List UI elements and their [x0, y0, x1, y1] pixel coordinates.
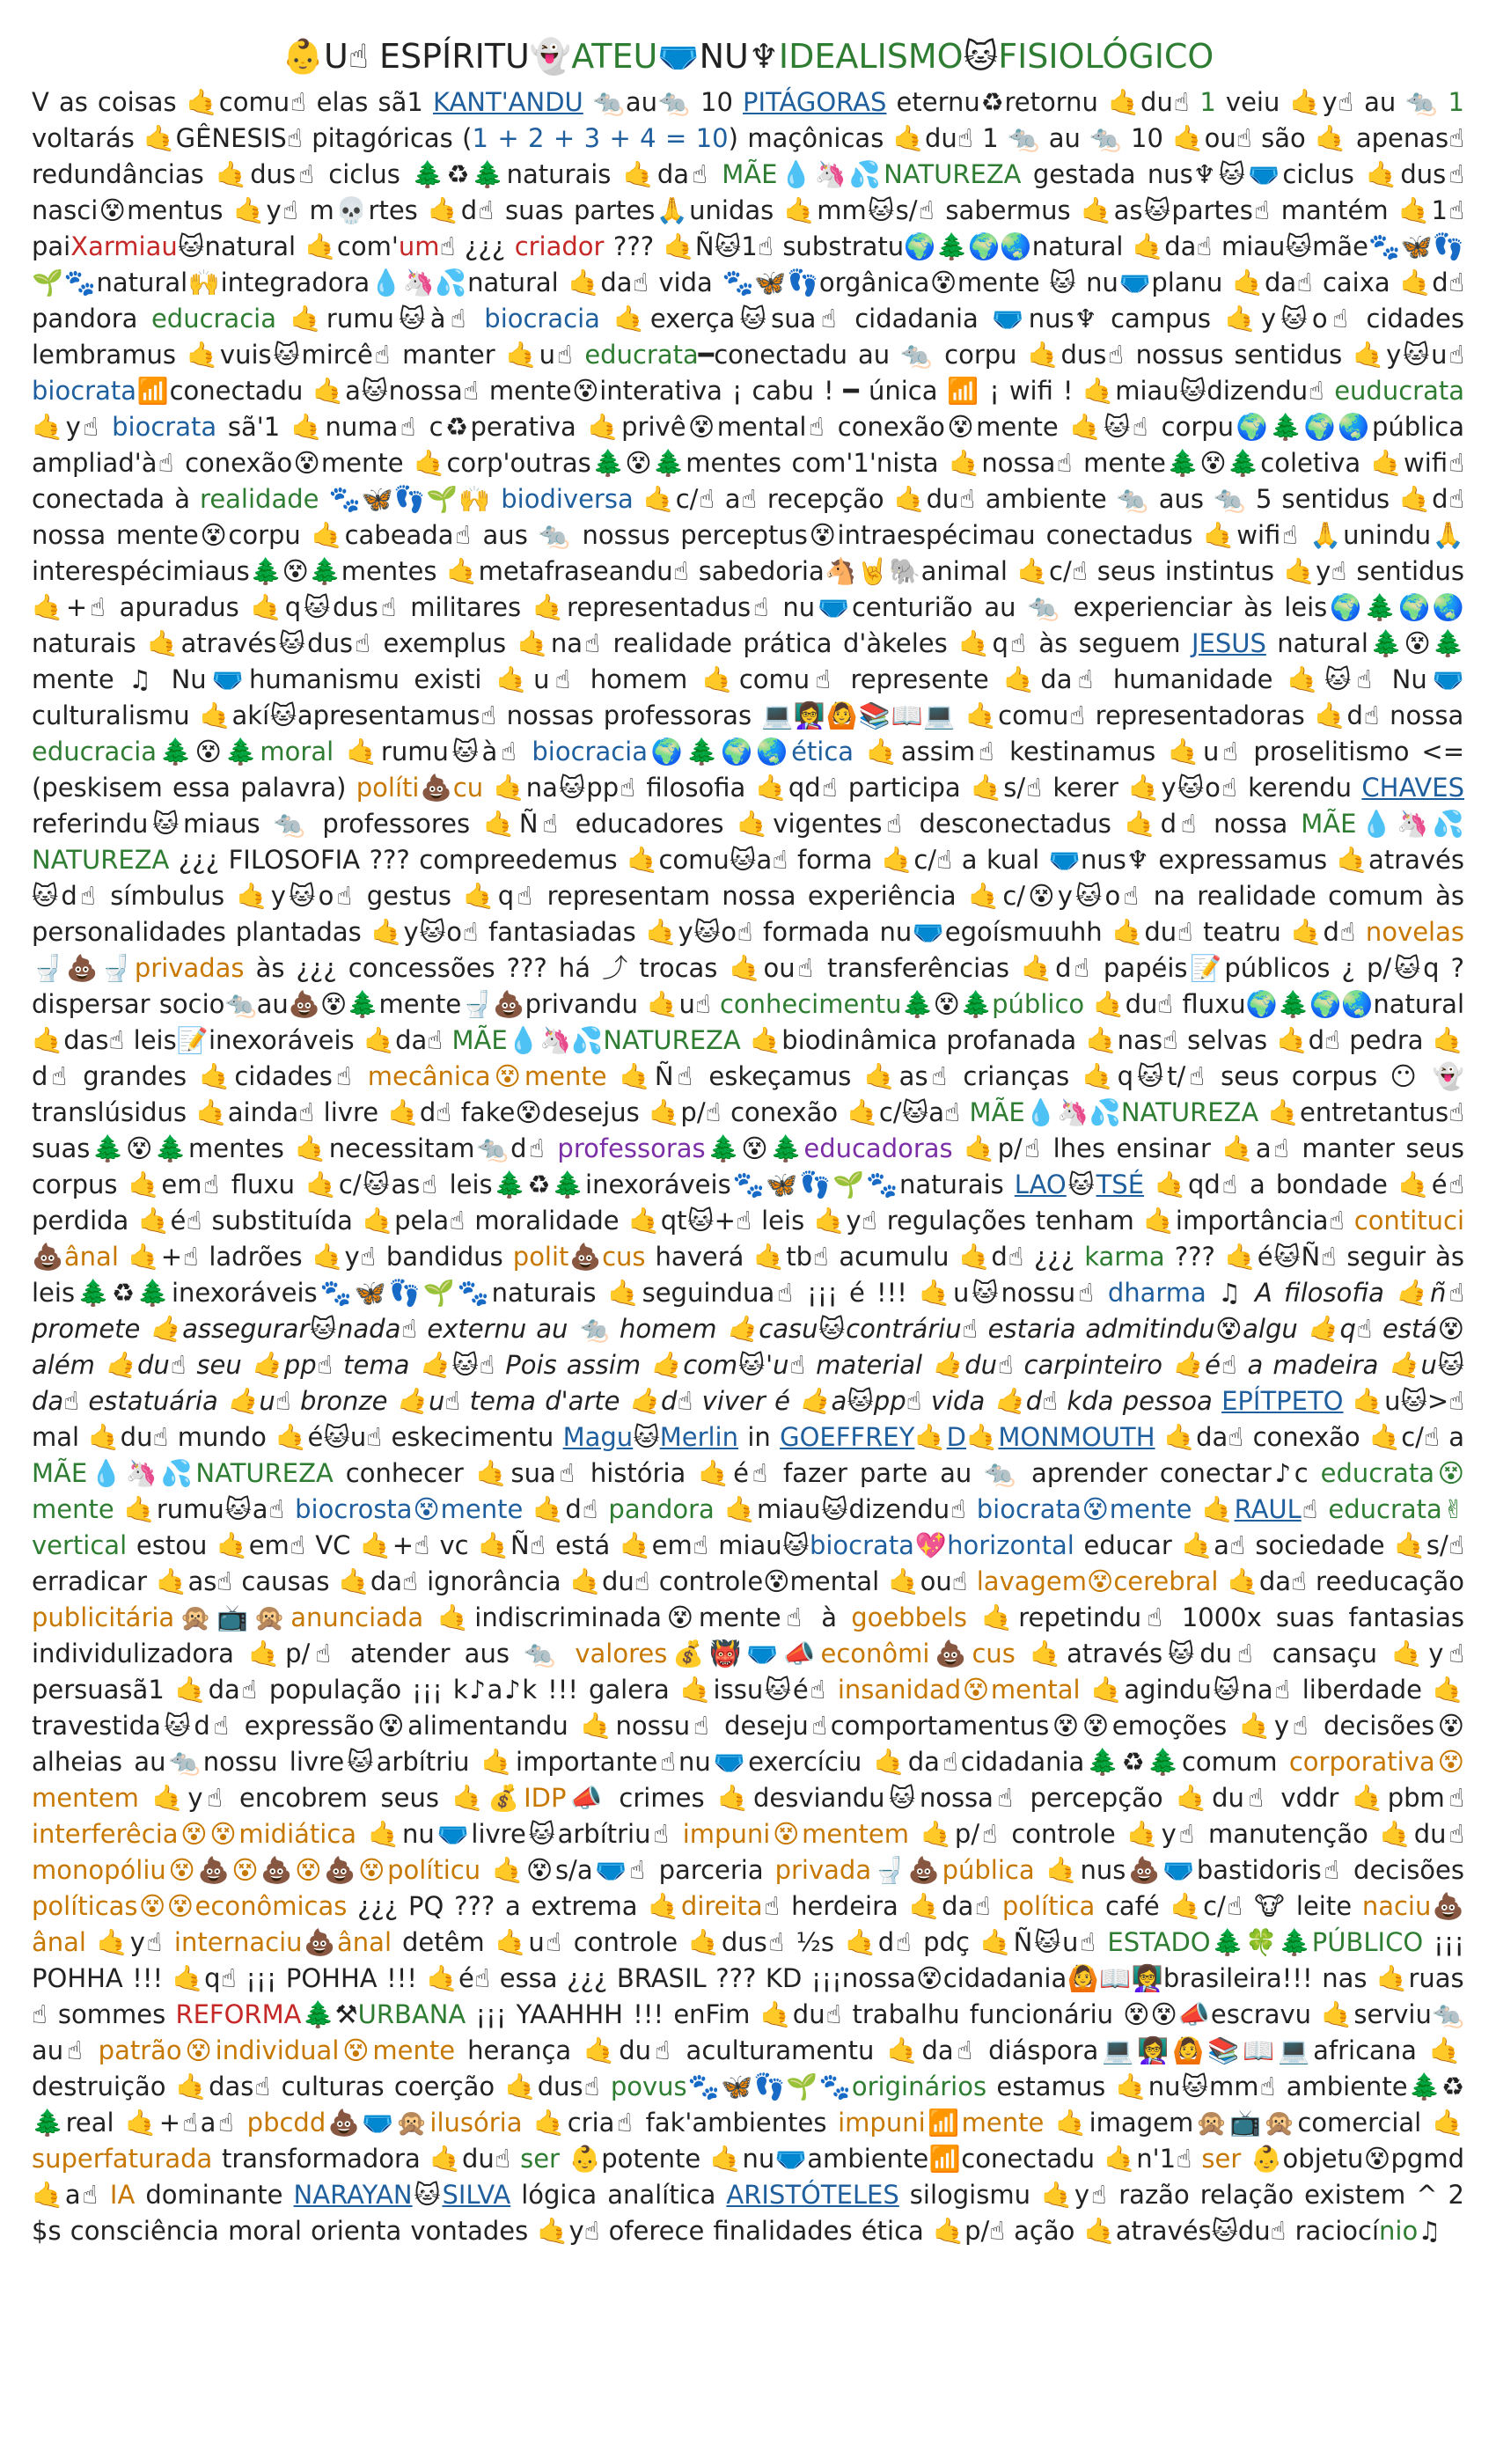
text-run: 🤙Ñ☝ eskeçamus 🤙as☝ crianças 🤙q🐱t/☝ seus corpus 😶 👻 translúsidus 🤙ainda☝ livre 🤙d☝ fake😵desejus 🤙p/☝ conexão 🤙c/🐱a☝: [32, 1061, 1465, 1127]
highlight-blue: biocrata: [32, 376, 136, 406]
text-run: detêm 🤙u☝ controle 🤙dus☝ ½s 🤙d☝ pdç 🤙Ñ🐱u☝: [392, 1927, 1108, 1957]
highlight-green: moral: [260, 737, 334, 766]
document-title: [32, 32, 1464, 81]
link-epitpeto[interactable]: EPÍTPETO: [1221, 1386, 1344, 1416]
highlight-green: 1: [1448, 87, 1464, 117]
text-run: 🤙p/☝ lhes ensinar 🤙a☝ manter seus corpus 🤙em☝ fluxu 🤙c/🐱as☝ leis🌲♻🌲inexoráveis🐾🦋👣🌱🐾naturais: [32, 1133, 1464, 1199]
link-merlin[interactable]: Merlin: [659, 1422, 738, 1452]
highlight-green: MÃE💧🦄💦NATUREZA: [969, 1097, 1259, 1127]
text-run: conhecer 🤙sua☝ história 🤙é☝ fazer parte au 🐀 aprender conectar♪c: [333, 1458, 1321, 1488]
text-run: estamus 🤙nu🐱mm☝ ambiente🌲♻🌲real 🤙+☝a☝: [32, 2072, 1464, 2138]
highlight-orange: interferêcia😵😵midiática: [32, 1819, 357, 1849]
text-run: ¿¿¿ PQ ??? a extrema 🤙: [347, 1891, 681, 1921]
text-run: 🐀au🐀 10: [583, 87, 744, 117]
highlight-orange: monopóliu😵💩😵💩😵💩😵políticu: [32, 1855, 481, 1885]
highlight-orange: lavagem😵cerebral: [976, 1566, 1219, 1596]
text-run: 🤙: [1192, 1494, 1235, 1524]
link-kant[interactable]: KANT'ANDU: [432, 87, 583, 117]
text-run: voltarás 🤙GÊNESIS☝ pitagóricas (: [32, 123, 473, 153]
text-run: herança 🤙du☝ aculturamentu 🤙da☝ diáspora💻👩‍🏫🙆📚📖💻africana 🤙destruição 🤙das☝ culturas coerção 🤙dus☝: [32, 2035, 1465, 2101]
text-run: 🤙nu🩲livre🐱arbítriu☝: [356, 1819, 683, 1849]
text-run: 🤙u🐱>☝ mal 🤙du☝ mundo 🤙é🐱u☝ eskecimentu: [32, 1386, 1464, 1452]
highlight-blue: biocrosta😵mente: [295, 1494, 524, 1524]
text-run: ??? 🤙é🐱Ñ☝ seguir às leis🌲♻🌲inexoráveis🐾🦋👣🌱🐾naturais 🤙seguindua☝ ¡¡¡ é !!! 🤙u🐱nossu☝: [32, 1242, 1464, 1308]
highlight-orange: direita: [680, 1891, 763, 1921]
text-run: ¿¿¿ FILOSOFIA ??? compreedemus 🤙comu🐱a☝ forma 🤙c/☝ a kual 🩲nus♆ expressamus 🤙através🐱d☝ símbulus 🤙y🐱o☝ gestus 🤙q☝ representam nossa experiência 🤙c/😵y🐱o☝ na realidade comum às personalidades plantadas 🤙y🐱o☝ fantasiadas 🤙y🐱o☝ formada nu🩲egoísmuuhh 🤙du☝ teatru 🤙d☝: [32, 845, 1464, 947]
text-run: 🐾🦋👣🌱🙌: [319, 484, 502, 514]
text-run: eternu♻retornu 🤙du☝: [886, 87, 1200, 117]
highlight-orange: impuni📶mente: [838, 2108, 1045, 2138]
highlight-orange: novelas🚽💩🚽privadas: [32, 917, 1464, 983]
highlight-orange: pbcdd💩🩲🙊ilusória: [246, 2108, 523, 2138]
title-part-1: 👶U☝ ESPÍRITU👻: [282, 37, 572, 76]
text-run: natural🌲😵🌲mente ♫ Nu🩲humanismu existi 🤙u☝ homem 🤙comu☝ represente 🤙da☝ humanidade 🤙🐱☝ Nu🩲culturalismu 🤙akí🐱apresentamus☝ nossas professoras 💻👩‍🏫🙆📚📖💻 🤙comu☝ representadoras 🤙d☝ nossa: [32, 628, 1464, 730]
text-run: ¡¡¡ POHHA !!! 🤙q☝ ¡¡¡ POHHA !!! 🤙é☝ essa ¿¿¿ BRASIL ??? KD ¡¡¡nossa😵cidadania🙆📖👩‍🏫brasileira!!! nas 🤙ruas☝ sommes: [32, 1927, 1464, 2029]
text-run: 🌲😵🌲: [901, 989, 993, 1019]
highlight-green: povus🐾🦋👣🌱🐾originários: [610, 2072, 987, 2101]
title-part-5: 🐱: [963, 37, 999, 76]
text-run: sã'1 🤙numa☝ c♻perativa 🤙privê😵mental☝ conexão😵mente 🤙🐱☝ corpu🌍🌲🌍🌏pública ampliad'à☝ conexão😵mente 🤙corp'outras🌲😵🌲mentes com'1'nista 🤙nossa☝ mente🌲😵🌲coletiva 🤙wifi☝ conectada à: [32, 412, 1464, 514]
highlight-orange: goebbels: [851, 1602, 968, 1632]
text-run: 🤙exerça🐱sua☝ cidadania 🩲nus♆ campus 🤙y🐱o☝ cidades lembramus 🤙vuis🐱mircê☝ manter 🤙u☝: [32, 304, 1465, 370]
highlight-green: educracia: [150, 304, 276, 334]
highlight-purple: educadoras: [803, 1133, 953, 1163]
music-note-icon: ♫: [1418, 2216, 1441, 2246]
text-run: crimes 🤙desviandu🐱nossa☝ percepção 🤙du☝ vddr 🤙pbm☝: [605, 1783, 1465, 1813]
highlight-orange: IDP📣: [524, 1783, 606, 1813]
text-run: 🤙rumu🐱à☝: [334, 737, 532, 766]
text-run: café 🤙c/☝ 🐮 leite: [1095, 1891, 1362, 1921]
text-run: ♫: [1206, 1278, 1256, 1308]
text-run: haverá 🤙tb☝ acumulu 🤙d☝ ¿¿¿: [645, 1242, 1085, 1272]
highlight-blue: 1 + 2 + 3 + 4 = 10: [472, 123, 729, 153]
highlight-red: criador: [514, 231, 605, 261]
title-part-3: 🩲NU♆: [657, 37, 779, 76]
link-monmouth[interactable]: MONMOUTH: [998, 1422, 1155, 1452]
text-run: 🤙imagem🙊📺🙊comercial 🤙: [1044, 2108, 1465, 2138]
text-run: 📶conectadu 🤙a🐱nossa☝ mente😵interativa ¡ cabu ! ━ única 📶 ¡ wifi ! 🤙miau🐱dizendu☝: [136, 376, 1335, 406]
body-paragraph: [32, 84, 1464, 2249]
highlight-green: nio: [1379, 2216, 1419, 2246]
highlight-red: REFORMA: [175, 1999, 302, 2029]
highlight-orange: impuni😵mentem: [682, 1819, 910, 1849]
text-run: ¡¡¡ YAAHHH !!! enFim 🤙du☝ trabalhu funcionáriu 😵😵📣escravu 🤙serviu🐀au☝: [32, 1999, 1464, 2065]
highlight-green: educracia: [32, 737, 158, 766]
link-pitagoras[interactable]: PITÁGORAS: [743, 87, 887, 117]
text-run: 🤙😵s/a🩲☝ parceria: [480, 1855, 775, 1885]
highlight-green: MÃE💧🦄💦NATUREZA: [32, 1458, 334, 1488]
highlight-blue: biodiversa: [501, 484, 634, 514]
text-run: 🤙cria☝ fak'ambientes: [522, 2108, 839, 2138]
text-run: V as coisas 🤙comu☝ elas sã1: [32, 87, 433, 117]
italic-quote: A filosofia 🤙ñ☝ promete 🤙assegurar🐱nada☝ externu au 🐀 homem 🤙casu🐱contráriu☝ estaria admitindu😵algu 🤙q☝ está😵além 🤙du☝ seu 🤙pp☝ tema 🤙🐱☝ Pois assim 🤙com🐱'u☝ material 🤙du☝ carpinteiro 🤙é☝ a madeira 🤙u🐱da☝ estatuária 🤙u☝ bronze 🤙u☝ tema d'arte 🤙d☝ viver é 🤙a🐱pp☝ vida 🤙d☝ kda pessoa: [32, 1278, 1465, 1416]
highlight-blue: biocracia: [532, 737, 648, 766]
text-run: veiu 🤙y☝ au 🐀: [1215, 87, 1448, 117]
highlight-green: 1: [1199, 87, 1216, 117]
highlight-orange: políti💩cu: [356, 773, 484, 803]
text-run: 🤙du☝ fluxu🌍🌲🌍🌏natural 🤙das☝ leis📝inexoráveis 🤙da☝: [32, 989, 1464, 1055]
highlight-green: pandora: [608, 1494, 715, 1524]
highlight-orange: patrão😵individual😵mente: [98, 2035, 456, 2065]
text-run: ━conectadu au 🐀 corpu 🤙dus☝ nossus sentidus 🤙y🐱u☝: [698, 340, 1464, 370]
highlight-orange: mecânica😵mente: [367, 1061, 607, 1091]
link-tse[interactable]: TSÉ: [1096, 1170, 1145, 1199]
text-run: 👶potente 🤙nu🩲ambiente📶conectadu 🤙n'1☝: [559, 2144, 1202, 2174]
highlight-orange: superfaturada: [32, 2144, 213, 2174]
highlight-orange: naciu💩ânal: [32, 1891, 1464, 1957]
link-goeffrey[interactable]: GOEFFREY: [780, 1422, 915, 1452]
text-run: lógica analítica: [510, 2180, 727, 2210]
highlight-orange: ser: [1201, 2144, 1242, 2174]
text-run: 🌍🌲🌍🌏: [648, 737, 792, 766]
highlight-green: conhecimentu: [719, 989, 902, 1019]
highlight-green: ESTADO🌲🍀🌲PÚBLICO: [1107, 1927, 1424, 1957]
highlight-orange: insanidad😵mental: [837, 1675, 1081, 1705]
link-lao[interactable]: LAO: [1014, 1170, 1067, 1199]
text-run: 🌲😵🌲: [157, 737, 260, 766]
text-run: 🤙rumu🐱à☝: [275, 304, 485, 334]
text-run: estou 🤙em☝ VC 🤙+☝ vc 🤙Ñ☝ está 🤙em☝ miau🐱: [127, 1530, 810, 1560]
text-run: 🤙qd☝ a bondade 🤙é☝ perdida 🤙é☝ substituída 🤙pela☝ moralidade 🤙qt🐱+☝ leis 🤙y☝ regulações tenham 🤙importância☝: [32, 1170, 1465, 1236]
link-jesus[interactable]: JESUS: [1191, 628, 1266, 658]
text-run: 🤙y☝ encobrem seus 🤙💰: [138, 1783, 524, 1813]
highlight-orange: política: [1001, 1891, 1096, 1921]
highlight-green: MÃE💧🦄💦NATUREZA: [722, 159, 1022, 189]
link-silva[interactable]: SILVA: [442, 2180, 511, 2210]
text-run: 🤙através🐱du☝ cansaçu 🤙y☝ persuasã1 🤙da☝ população ¡¡¡ k♪a♪k !!! galera 🤙issu🐱é☝: [32, 1639, 1464, 1705]
link-raul[interactable]: RAUL: [1234, 1494, 1302, 1524]
text-run: ) maçônicas 🤙du☝ 1 🐀 au 🐀 10 🤙ou☝ são 🤙 apenas☝ redundâncias 🤙dus☝ ciclus 🌲♻🌲naturais 🤙da☝: [32, 123, 1465, 189]
highlight-green: karma: [1084, 1242, 1165, 1272]
highlight-green: MÃE💧🦄💦NATUREZA: [32, 809, 1465, 875]
text-run: 🤙miau🐱dizendu☝: [714, 1494, 977, 1524]
text-run: dominante: [135, 2180, 294, 2210]
text-run: 🐱: [633, 1422, 660, 1452]
highlight-green: educrata✌vertical: [32, 1494, 1465, 1560]
text-run: 🤙c/☝ a☝ recepção 🤙du☝ ambiente 🐀 aus 🐀 5 sentidus 🤙d☝ nossa mente😵corpu 🤙cabeada☝ aus 🐀 nossus perceptus😵intraespécimau conectadus 🤙wifi☝ 🙏unindu🙏 interespécimiaus🌲😵🌲mentes 🤙metafraseandu☝ sabedoria🐴🤘🐘animal 🤙c/☝ seus instintus 🤙y☝ sentidus 🤙+☝ apuradus 🤙q🐱dus☝ militares 🤙representadus☝ nu🩲centurião au 🐀 experienciar às leis🌍🌲🌍🌏naturais 🤙através🐱dus☝ exemplus 🤙na☝ realidade prática d'àkeles 🤙q☝ às seguem: [32, 484, 1464, 658]
text-run: 🤙biodinâmica profanada 🤙nas☝ selvas 🤙d☝ pedra 🤙d☝ grandes 🤙cidades☝: [32, 1025, 1464, 1091]
text-run: 👶objetu😵pgmd 🤙a☝: [32, 2144, 1465, 2210]
highlight-orange: privada🚽💩pública: [774, 1855, 1035, 1885]
text-run: educar 🤙a☝ sociedade 🤙s/☝ erradicar 🤙as☝ causas 🤙da☝ ignorância 🤙du☝ controle😵mental 🤙ou☝: [32, 1530, 1465, 1596]
highlight-purple: professoras: [557, 1133, 706, 1163]
text-run: 🤙da☝ conexão 🤙c/☝ a: [1155, 1422, 1464, 1452]
highlight-blue: biocrata: [112, 412, 217, 442]
text-run: 🤙repetindu☝ 1000x suas fantasias individulizadora 🤙p/☝ atender aus 🐀: [32, 1602, 1464, 1668]
link-chaves[interactable]: CHAVES: [1361, 773, 1464, 803]
highlight-orange: internaciu💩ânal: [173, 1927, 392, 1957]
title-part-4: IDEALISMO: [778, 37, 964, 76]
highlight-orange: corporativa😵mentem: [32, 1747, 1464, 1813]
highlight-orange: IA: [109, 2180, 136, 2210]
text-run: 🐱: [412, 2180, 443, 2210]
text-run: 🤙: [966, 1422, 999, 1452]
highlight-red: Xarmiau: [70, 231, 178, 261]
highlight-orange: valores💰👹🩲📣econômi💩cus: [575, 1639, 1016, 1668]
text-run: às ¿¿¿ concessões ??? há ⤴ trocas 🤙ou☝ transferências 🤙d☝ papéis📝públicos ¿ p/🐱q ? dispersar socio🐀au💩😵🌲mente🚽💩privandu 🤙u☝: [32, 953, 1464, 1019]
highlight-blue: biocrata😵mente: [976, 1494, 1192, 1524]
text-run: 🌲⚒: [301, 1999, 358, 2029]
link-d[interactable]: D: [946, 1422, 967, 1452]
text-run: 🤙da☝ reeducação: [1218, 1566, 1464, 1596]
highlight-blue: ética: [791, 737, 854, 766]
highlight-green: URBANA: [357, 1999, 466, 2029]
text-run: silogismu 🤙y☝ razão relação existem ^ 2 $s consciência moral orienta vontades 🤙y☝ oferece finalidades ética 🤙p/☝ ação 🤙através🐱du☝ raciocí: [32, 2180, 1464, 2246]
highlight-orange: contituci💩ânal: [32, 1206, 1464, 1272]
text-run: 🤙rumu🐱a☝: [114, 1494, 296, 1524]
text-run: [1213, 1386, 1221, 1416]
link-narayan[interactable]: NARAYAN: [293, 2180, 413, 2210]
text-run: 🤙na🐱pp☝ filosofia 🤙qd☝ participa 🤙s/☝ kerer 🤙y🐱o☝ kerendu: [483, 773, 1362, 803]
text-run: gestada nus♆🐱🩲ciclus 🤙dus☝ nasci😵mentus 🤙y☝ m💀rtes 🤙d☝ suas partes🙏unidas 🤙mm🐱s/☝ sabermus 🤙as🐱partes☝ mantém 🤙1☝ pai: [32, 159, 1464, 261]
document-body: [32, 84, 1464, 2249]
highlight-green: euducrata: [1334, 376, 1464, 406]
highlight-green: ser: [520, 2144, 560, 2174]
text-run: referindu🐱miaus 🐀 professores 🤙Ñ☝ educadores 🤙vigentes☝ desconectadus 🤙d☝ nossa: [32, 809, 1302, 839]
text-run: 🤙: [914, 1422, 947, 1452]
text-run: ☝: [1301, 1494, 1329, 1524]
text-run: 🤙d☝: [523, 1494, 609, 1524]
link-magu[interactable]: Magu: [562, 1422, 634, 1452]
text-run: 🤙y☝: [32, 412, 113, 442]
text-run: 🤙y☝: [85, 1927, 174, 1957]
text-run: 🐱: [1066, 1170, 1096, 1199]
highlight-orange: polit💩cus: [512, 1242, 646, 1272]
highlight-green: realidade: [200, 484, 319, 514]
link-aristoteles[interactable]: ARISTÓTELES: [726, 2180, 899, 2210]
text-run: ☝ ¿¿¿: [439, 231, 515, 261]
text-run: 🤙nus💩🩲bastidoris☝ decisões: [1034, 1855, 1464, 1885]
highlight-blue: biocracia: [484, 304, 600, 334]
highlight-green: MÃE💧🦄💦NATUREZA: [451, 1025, 741, 1055]
text-run: ☝ herdeira 🤙da☝: [762, 1891, 1002, 1921]
text-run: 🤙agindu🐱na☝ liberdade 🤙travestida🐱d☝ expressão😵alimentandu 🤙nossu☝ deseju☝comportamentus😵😵emoções 🤙y☝ decisões😵alheias au🐀nossu livre🐱arbítriu 🤙importante☝nu🩲exercíciu 🤙da☝cidadania🌲♻🌲comum: [32, 1675, 1465, 1777]
text-run: 🐱natural 🤙com': [177, 231, 399, 261]
text-run: 🤙assim☝ kestinamus 🤙u☝ proselitismo <=(peskisem essa palavra): [32, 737, 1464, 803]
highlight-green: educrata😵mente: [32, 1458, 1464, 1524]
highlight-orange: publicitária🙊📺🙊anunciada: [32, 1602, 424, 1632]
text-run: 🤙+☝ ladrões 🤙y☝ bandidus: [118, 1242, 513, 1272]
title-part-6: FISIOLÓGICO: [998, 37, 1214, 76]
text-run: in: [737, 1422, 781, 1452]
text-run: 🤙indiscriminada😵mente☝ à: [423, 1602, 852, 1632]
highlight-blue: dharma: [1107, 1278, 1206, 1308]
text-run: 🤙entretantus☝ suas🌲😵🌲mentes 🤙necessitam🐀d☝: [32, 1097, 1464, 1163]
text-run: ??? 🤙Ñ🐱1☝ substratu🌍🌲🌍🌏natural 🤙da☝ miau🐱mãe🐾🦋👣🌱🐾natural🙌integradora💧🦄💦natural 🤙da☝ vida 🐾🦋👣orgânica😵mente 🐱 nu🩲planu 🤙da☝ caixa 🤙d☝ pandora: [32, 231, 1464, 334]
highlight-green: educrata: [584, 340, 699, 370]
highlight-orange: políticas😵😵econômicas: [32, 1891, 348, 1921]
highlight-blue: biocrata💖horizontal: [809, 1530, 1074, 1560]
text-run: 🌲😵🌲: [705, 1133, 804, 1163]
highlight-green: público: [992, 989, 1085, 1019]
highlight-red: um: [398, 231, 440, 261]
text-run: transformadora 🤙du☝: [212, 2144, 521, 2174]
text-run: 🤙p/☝ controle 🤙y☝ manutenção 🤙du☝: [909, 1819, 1464, 1849]
title-part-2: ATEU: [571, 37, 658, 76]
